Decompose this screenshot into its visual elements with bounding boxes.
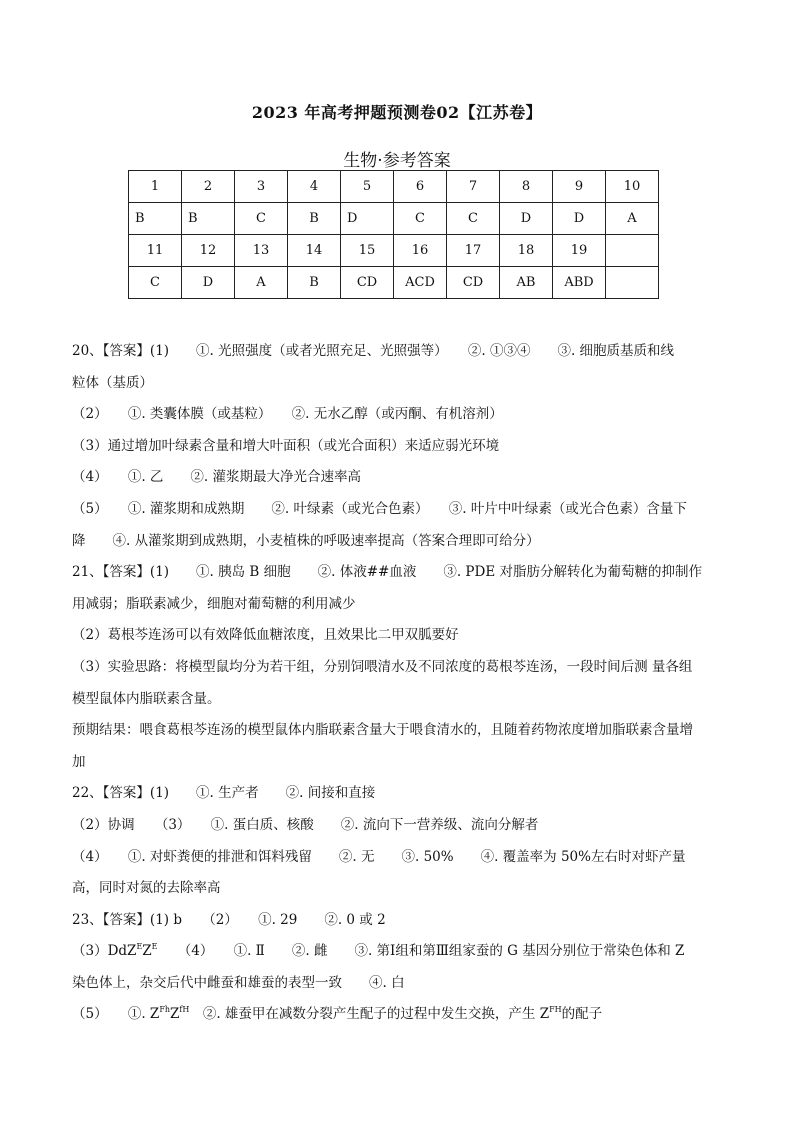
table-row (129, 235, 659, 267)
table-cell: ABD (553, 267, 606, 299)
table-cell: B (288, 267, 341, 299)
table-cell (606, 235, 659, 267)
q22-line: 22、【答案】(1) ①. 生产者 ②. 间接和直接 (72, 785, 376, 802)
table-cell: B (129, 203, 182, 235)
q21-line: 用减弱；脂联素减少，细胞对葡萄糖的利用减少 (72, 595, 356, 612)
q23-line (72, 999, 726, 1031)
q23-line: 23、【答案】(1) b （2） ①. 29 ②. 0 或 2 (72, 911, 386, 928)
q21-line: 加 (72, 753, 86, 770)
table-cell: ACD (394, 267, 447, 299)
table-cell: 13 (235, 235, 288, 267)
q23-line (72, 936, 726, 968)
answer-table (128, 170, 659, 299)
q23-line: 染色体上，杂交后代中雌蚕和雄蚕的表型一致 ④. 白 (72, 974, 405, 991)
text-run: Z (170, 1006, 180, 1023)
text-run: （4） ①. Ⅱ ②. 雌 ③. 第Ⅰ组和第Ⅲ组家蚕的 G 基因分别位于常染色体和 Z (157, 943, 685, 960)
table-cell: 7 (447, 171, 500, 203)
table-cell: CD (447, 267, 500, 299)
table-cell: 10 (606, 171, 659, 203)
q21-line: 模型鼠体内脂联素含量。 (72, 690, 221, 707)
table-cell: 5 (341, 171, 394, 203)
table-cell: C (129, 267, 182, 299)
table-cell: 16 (394, 235, 447, 267)
table-cell: 12 (182, 235, 235, 267)
q21-line: （2）葛根芩连汤可以有效降低血糖浓度，且效果比二甲双胍要好 (72, 627, 459, 644)
table-cell: 14 (288, 235, 341, 267)
q21-line: 预期结果：喂食葛根芩连汤的模型鼠体内脂联素含量大于喂食清水的，且随着药物浓度增加脂联素含量增 (72, 722, 693, 739)
table-cell: C (235, 203, 288, 235)
q20-line: （2） ①. 类囊体膜（或基粒） ②. 无水乙醇（或丙酮、有机溶剂） (72, 406, 503, 423)
table-cell (606, 267, 659, 299)
q20-line: （4） ①. 乙 ②. 灌浆期最大净光合速率高 (72, 469, 362, 486)
table-row (129, 171, 659, 203)
superscript: E (151, 942, 158, 952)
q20-line: （3）通过增加叶绿素含量和增大叶面积（或光合面积）来适应弱光环境 (72, 437, 500, 454)
table-cell: 18 (500, 235, 553, 267)
table-cell: D (341, 203, 394, 235)
q21-line: 21、【答案】(1) ①. 胰岛 B 细胞 ②. 体液##血液 ③. PDE 对脂肪分解转化为葡萄糖的抑制作 (72, 564, 702, 581)
q20-line: 粒体（基质） (72, 374, 153, 391)
table-cell: B (182, 203, 235, 235)
table-cell: 15 (341, 235, 394, 267)
superscript: FH (549, 1005, 562, 1015)
table-cell: 4 (288, 171, 341, 203)
text-run: 的配子 (561, 1006, 603, 1023)
q20-line: 降 ④. 从灌浆期到成熟期，小麦植株的呼吸速率提高（答案合理即可给分） (72, 532, 540, 549)
text-run: Z (142, 943, 152, 960)
table-cell: D (553, 203, 606, 235)
table-cell: AB (500, 267, 553, 299)
page-title: 2023 年高考押题预测卷02【江苏卷】 (251, 103, 543, 122)
table-cell: 17 (447, 235, 500, 267)
superscript: E (136, 942, 143, 952)
table-cell: 19 (553, 235, 606, 267)
q22-line: （4） ①. 对虾粪便的排泄和饵料残留 ②. 无 ③. 50% ④. 覆盖率为 50%左右时对虾产量 (72, 848, 686, 865)
q20-line: （5） ①. 灌浆期和成熟期 ②. 叶绿素（或光合色素） ③. 叶片中叶绿素（或光合色素）含量下 (72, 500, 687, 517)
q20-line: 20、【答案】(1) ①. 光照强度（或者光照充足、光照强等） ②. ①③④ ③. 细胞质基质和线 (72, 343, 675, 359)
table-cell: B (288, 203, 341, 235)
table-row (129, 267, 659, 299)
table-cell: D (500, 203, 553, 235)
text-run: ②. 雄蚕甲在减数分裂产生配子的过程中发生交换，产生 Z (189, 1006, 550, 1023)
table-cell: CD (341, 267, 394, 299)
table-cell: 8 (500, 171, 553, 203)
superscript: Fh (159, 1005, 171, 1015)
table-cell: 1 (129, 171, 182, 203)
table-cell: 2 (182, 171, 235, 203)
text-run: （3）DdZ (72, 943, 137, 960)
table-cell: C (394, 203, 447, 235)
page-subtitle: 生物·参考答案 (343, 151, 451, 171)
table-cell: 9 (553, 171, 606, 203)
table-cell: A (235, 267, 288, 299)
answer-body (72, 336, 726, 1031)
q22-line: 高，同时对氮的去除率高 (72, 880, 221, 897)
table-cell: 6 (394, 171, 447, 203)
table-cell: D (182, 267, 235, 299)
superscript: fH (179, 1005, 190, 1015)
q22-line: （2）协调 （3） ①. 蛋白质、核酸 ②. 流向下一营养级、流向分解者 (72, 816, 539, 833)
table-cell: 11 (129, 235, 182, 267)
table-cell: C (447, 203, 500, 235)
q21-line: （3）实验思路：将模型鼠均分为若干组，分别饲喂清水及不同浓度的葛根芩连汤，一段时间后测 量各组 (72, 658, 693, 675)
text-run: （5） ①. Z (72, 1006, 160, 1023)
table-cell: A (606, 203, 659, 235)
table-cell: 3 (235, 171, 288, 203)
table-row (129, 203, 659, 235)
